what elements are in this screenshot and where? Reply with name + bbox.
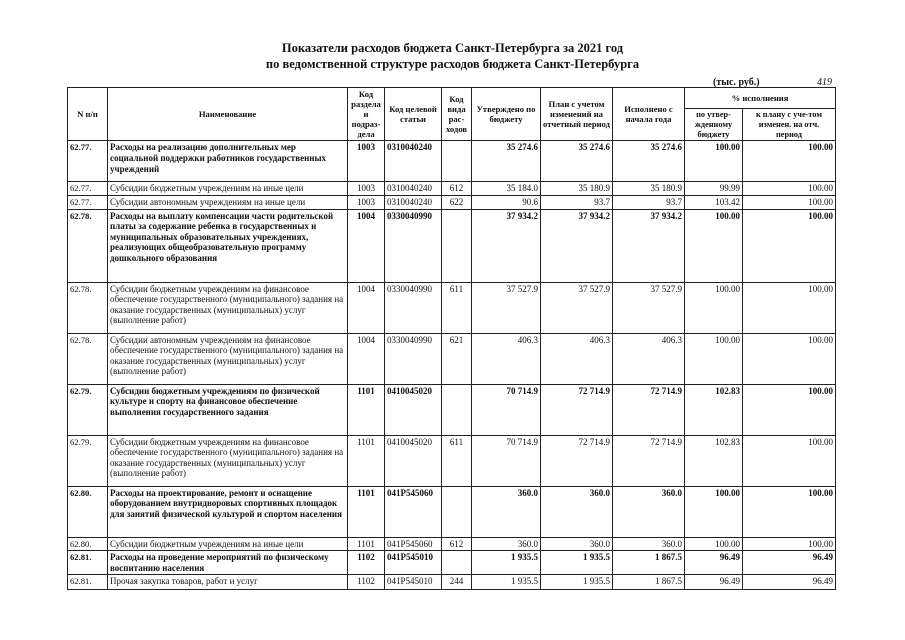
row-executed: 37 527.9 xyxy=(613,282,685,333)
header-executed: Исполнено с начала года xyxy=(613,88,685,141)
row-kind-code: 622 xyxy=(442,195,472,209)
row-pct-plan: 100.00 xyxy=(743,182,836,196)
row-plan: 37 527.9 xyxy=(541,282,613,333)
table-row xyxy=(68,282,836,333)
row-kind-code: 621 xyxy=(442,333,472,384)
row-section-code: 1004 xyxy=(348,209,385,282)
row-pct-budget: 103.42 xyxy=(685,195,743,209)
report-subtitle: по ведомственной структуре расходов бюджета Санкт-Петербурга xyxy=(265,57,640,71)
row-target-code: 0310040240 xyxy=(385,182,442,196)
row-section-code: 1101 xyxy=(348,486,385,537)
row-pct-budget: 100.00 xyxy=(685,282,743,333)
header-approved: Утверждено по бюджету xyxy=(472,88,541,141)
row-approved: 360.0 xyxy=(472,537,541,551)
row-pct-plan: 100.00 xyxy=(743,486,836,537)
table-row xyxy=(68,551,836,575)
row-kind-code: 244 xyxy=(442,575,472,590)
row-executed: 37 934.2 xyxy=(613,209,685,282)
row-pct-plan: 100.00 xyxy=(743,195,836,209)
row-section-code: 1004 xyxy=(348,333,385,384)
row-section-code: 1101 xyxy=(348,537,385,551)
header-name: Наименование xyxy=(108,88,348,141)
row-approved: 1 935.5 xyxy=(472,551,541,575)
row-executed: 1 867.5 xyxy=(613,551,685,575)
row-plan: 35 274.6 xyxy=(541,141,613,182)
row-executed: 72 714.9 xyxy=(613,384,685,435)
row-executed: 35 180.9 xyxy=(613,182,685,196)
row-name: Расходы на проектирование, ремонт и оснащение оборудованием внутридворовых спортивных площадок для занятий физической культурой и спортом населения xyxy=(108,486,348,537)
row-number: 62.80. xyxy=(68,537,108,551)
row-executed: 406.3 xyxy=(613,333,685,384)
row-approved: 90.6 xyxy=(472,195,541,209)
table-body xyxy=(68,141,836,590)
header-num: N п/п xyxy=(68,88,108,141)
row-approved: 70 714.9 xyxy=(472,435,541,486)
row-plan: 37 934.2 xyxy=(541,209,613,282)
row-section-code: 1003 xyxy=(348,182,385,196)
row-executed: 360.0 xyxy=(613,486,685,537)
row-executed: 35 274.6 xyxy=(613,141,685,182)
row-kind-code: 611 xyxy=(442,282,472,333)
row-pct-plan: 96.49 xyxy=(743,551,836,575)
row-pct-budget: 100.00 xyxy=(685,333,743,384)
row-pct-plan: 100.00 xyxy=(743,384,836,435)
table-row xyxy=(68,333,836,384)
table-row xyxy=(68,195,836,209)
row-plan: 35 180.9 xyxy=(541,182,613,196)
row-name: Субсидии автономным учреждениям на иные цели xyxy=(108,195,348,209)
row-executed: 360.0 xyxy=(613,537,685,551)
row-number: 62.77. xyxy=(68,182,108,196)
row-plan: 1 935.5 xyxy=(541,551,613,575)
row-plan: 72 714.9 xyxy=(541,435,613,486)
row-pct-budget: 100.00 xyxy=(685,486,743,537)
header-target-code: Код целевой статьи xyxy=(385,88,442,141)
row-pct-budget: 100.00 xyxy=(685,141,743,182)
row-plan: 72 714.9 xyxy=(541,384,613,435)
row-section-code: 1102 xyxy=(348,551,385,575)
row-section-code: 1004 xyxy=(348,282,385,333)
table-row xyxy=(68,435,836,486)
row-pct-plan: 100.00 xyxy=(743,435,836,486)
row-approved: 1 935.5 xyxy=(472,575,541,590)
row-plan: 406.3 xyxy=(541,333,613,384)
row-executed: 72 714.9 xyxy=(613,435,685,486)
row-kind-code xyxy=(442,486,472,537)
row-pct-budget: 96.49 xyxy=(685,551,743,575)
row-target-code: 041P545010 xyxy=(385,575,442,590)
row-pct-budget: 96.49 xyxy=(685,575,743,590)
row-name: Расходы на реализацию дополнительных мер социальной поддержки работников государственных учреждений xyxy=(108,141,348,182)
row-target-code: 0330040990 xyxy=(385,209,442,282)
row-target-code: 0310040240 xyxy=(385,141,442,182)
row-approved: 360.0 xyxy=(472,486,541,537)
row-approved: 70 714.9 xyxy=(472,384,541,435)
row-section-code: 1003 xyxy=(348,195,385,209)
row-approved: 37 527.9 xyxy=(472,282,541,333)
row-number: 62.80. xyxy=(68,486,108,537)
row-pct-budget: 99.99 xyxy=(685,182,743,196)
row-number: 62.78. xyxy=(68,282,108,333)
row-number: 62.78. xyxy=(68,333,108,384)
row-number: 62.81. xyxy=(68,551,108,575)
row-executed: 1 867.5 xyxy=(613,575,685,590)
report-title: Показатели расходов бюджета Санкт-Петербурга за 2021 год xyxy=(281,41,624,55)
page-number: 419 xyxy=(817,77,832,88)
row-pct-budget: 102.83 xyxy=(685,384,743,435)
row-number: 62.78. xyxy=(68,209,108,282)
row-kind-code: 612 xyxy=(442,182,472,196)
header-kind-code: Код вида рас-ходов xyxy=(442,88,472,141)
row-pct-budget: 100.00 xyxy=(685,209,743,282)
row-section-code: 1003 xyxy=(348,141,385,182)
row-name: Субсидии бюджетным учреждениям на иные цели xyxy=(108,537,348,551)
row-target-code: 0330040990 xyxy=(385,333,442,384)
units-label: (тыс. руб.) xyxy=(713,77,760,88)
row-kind-code xyxy=(442,384,472,435)
row-kind-code xyxy=(442,551,472,575)
row-kind-code xyxy=(442,209,472,282)
row-plan: 93.7 xyxy=(541,195,613,209)
row-plan: 360.0 xyxy=(541,537,613,551)
row-number: 62.79. xyxy=(68,384,108,435)
expenses-table xyxy=(67,87,836,590)
row-name: Субсидии бюджетным учреждениям на финансовое обеспечение государственного (муниципального) задания на оказание государственных (муниципальных) услуг (выполнение работ) xyxy=(108,282,348,333)
row-target-code: 041P545060 xyxy=(385,537,442,551)
row-number: 62.81. xyxy=(68,575,108,590)
row-name: Субсидии бюджетным учреждениям по физической культуре и спорту на финансовое обеспечение выполнения государственного задания xyxy=(108,384,348,435)
row-section-code: 1102 xyxy=(348,575,385,590)
row-number: 62.79. xyxy=(68,435,108,486)
header-section-code: Код раздела и подраз-дела xyxy=(348,88,385,141)
row-pct-plan: 100.00 xyxy=(743,141,836,182)
row-kind-code: 611 xyxy=(442,435,472,486)
row-number: 62.77. xyxy=(68,195,108,209)
row-section-code: 1101 xyxy=(348,435,385,486)
row-target-code: 0410045020 xyxy=(385,384,442,435)
row-name: Субсидии автономным учреждениям на финансовое обеспечение государственного (муниципального) задания на оказание государственных (муниципальных) услуг (выполнение работ) xyxy=(108,333,348,384)
row-name: Субсидии бюджетным учреждениям на иные цели xyxy=(108,182,348,196)
row-pct-plan: 100.00 xyxy=(743,209,836,282)
table-row xyxy=(68,182,836,196)
row-pct-plan: 96.49 xyxy=(743,575,836,590)
row-pct-plan: 100.00 xyxy=(743,282,836,333)
row-kind-code xyxy=(442,141,472,182)
row-pct-plan: 100.00 xyxy=(743,333,836,384)
row-number: 62.77. xyxy=(68,141,108,182)
row-approved: 35 274.6 xyxy=(472,141,541,182)
row-pct-budget: 100.00 xyxy=(685,537,743,551)
row-target-code: 041P545060 xyxy=(385,486,442,537)
row-executed: 93.7 xyxy=(613,195,685,209)
table-row xyxy=(68,486,836,537)
table-row xyxy=(68,209,836,282)
row-approved: 35 184.0 xyxy=(472,182,541,196)
row-target-code: 0410045020 xyxy=(385,435,442,486)
row-section-code: 1101 xyxy=(348,384,385,435)
header-plan: План с учетом изменений на отчетный период xyxy=(541,88,613,141)
row-name: Расходы на выплату компенсации части родительской платы за содержание ребенка в государственных и муниципальных образовательных учреждениях, реализующих общеобразовательную программу дошкольного образования xyxy=(108,209,348,282)
row-target-code: 041P545010 xyxy=(385,551,442,575)
row-name: Прочая закупка товаров, работ и услуг xyxy=(108,575,348,590)
row-kind-code: 612 xyxy=(442,537,472,551)
row-approved: 406.3 xyxy=(472,333,541,384)
table-row xyxy=(68,384,836,435)
row-pct-plan: 100.00 xyxy=(743,537,836,551)
row-plan: 1 935.5 xyxy=(541,575,613,590)
header-percent: % исполнения xyxy=(685,88,836,109)
table-row xyxy=(68,537,836,551)
row-pct-budget: 102.83 xyxy=(685,435,743,486)
row-name: Субсидии бюджетным учреждениям на финансовое обеспечение государственного (муниципального) задания на оказание государственных (муниципальных) услуг (выполнение работ) xyxy=(108,435,348,486)
row-target-code: 0310040240 xyxy=(385,195,442,209)
table-row xyxy=(68,575,836,590)
table-row xyxy=(68,141,836,182)
row-plan: 360.0 xyxy=(541,486,613,537)
header-pct-budget: по утвер-жденному бюджету xyxy=(685,109,743,141)
row-name: Расходы на проведение мероприятий по физическому воспитанию населения xyxy=(108,551,348,575)
row-target-code: 0330040990 xyxy=(385,282,442,333)
header-pct-plan: к плану с уче-том изменен. на отч. период xyxy=(743,109,836,141)
row-approved: 37 934.2 xyxy=(472,209,541,282)
